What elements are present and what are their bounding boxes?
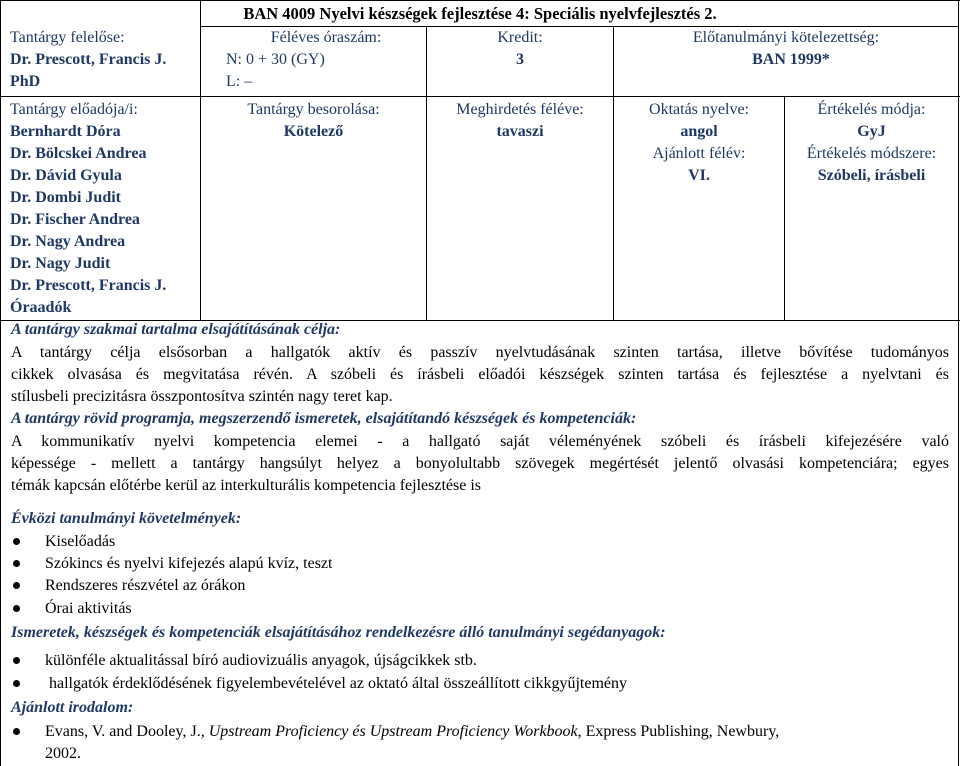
recommended-label: Ajánlott félév:	[652, 145, 746, 162]
literature-publisher: , Express Publishing, Newbury,	[577, 723, 780, 740]
lecturer-name: Óraadók	[10, 299, 72, 316]
lecturer-name: Dr. Dávid Gyula	[10, 167, 122, 184]
prereq-value: BAN 1999*	[752, 51, 830, 68]
border-right	[958, 0, 959, 766]
eval-mode-value: GyJ	[857, 123, 886, 140]
literature-year: 2002.	[45, 745, 81, 762]
evaluation-cell	[785, 99, 958, 187]
classification-label: Tantárgy besorolása:	[247, 101, 380, 118]
lecturer-name: Dr. Bölcskei Andrea	[10, 145, 147, 162]
classification-cell	[201, 99, 426, 143]
bullet-icon	[13, 605, 20, 612]
responsible-degree: PhD	[10, 73, 41, 90]
aim-heading: A tantárgy szakmai tartalma elsajátításának célja:	[11, 321, 341, 338]
bullet-icon	[13, 582, 20, 589]
literature-heading: Ajánlott irodalom:	[11, 699, 134, 716]
bullet-icon	[13, 728, 20, 735]
responsible-cell	[10, 27, 200, 93]
lecturer-name: Dr. Fischer Andrea	[10, 211, 140, 228]
vline-1	[200, 0, 201, 320]
eval-method-label: Értékelés módszere:	[806, 145, 937, 162]
hours-cell	[226, 27, 426, 93]
aim-text-line: stílusbeli precizitásra összpontosítva szintén nagy teret kap.	[11, 388, 393, 405]
prereq-cell	[614, 27, 958, 71]
program-heading: A tantárgy rövid programja, megszerzendő ismeretek, elsajátítandó készségek és kompetenciák:	[11, 410, 637, 427]
responsible-name: Dr. Prescott, Francis J.	[10, 51, 167, 68]
lecturers-label: Tantárgy előadója/i:	[10, 101, 138, 118]
border-left	[0, 0, 1, 766]
language-label: Oktatás nyelve:	[649, 101, 749, 118]
semester-label: Meghirdetés féléve:	[456, 101, 584, 118]
requirements-heading: Évközi tanulmányi követelmények:	[11, 510, 242, 527]
lecturer-name: Dr. Nagy Judit	[10, 255, 111, 272]
lecturer-name: Bernhardt Dóra	[10, 123, 121, 140]
lecturers-cell	[10, 99, 200, 319]
program-text-line: témák kapcsán előtérbe kerül az interkulturális kompetencia fejlesztése is	[11, 477, 482, 494]
border-top	[0, 0, 960, 1]
language-value: angol	[680, 123, 718, 140]
credit-cell	[427, 27, 613, 71]
language-cell	[614, 99, 784, 187]
lecturer-name: Dr. Dombi Judit	[10, 189, 121, 206]
hours-label: Féléves óraszám:	[270, 29, 382, 46]
materials-heading: Ismeretek, készségek és kompetenciák elsajátításához rendelkezésre álló tanulmányi segédanyagok:	[11, 624, 666, 641]
program-text-line: A kommunikatív nyelvi kompetencia elemei - a hallgató saját véleményének szóbeli és írásbeli kifejezésére való	[11, 433, 949, 450]
literature-authors: Evans, V. and Dooley, J.,	[45, 723, 209, 740]
bullet-icon	[13, 538, 20, 545]
classification-value: Kötelező	[283, 123, 344, 140]
eval-mode-label: Értékelés módja:	[817, 101, 926, 118]
lecturer-name: Dr. Prescott, Francis J.	[10, 277, 167, 294]
bullet-icon	[13, 657, 20, 664]
recommended-value: VI.	[688, 167, 710, 184]
bullet-icon	[13, 680, 20, 687]
aim-text-line: cikkek olvasása és megvitatása révén. A szóbeli és írásbeli előadói készségek szinten tartása és fejlesztése a nyelvtani és	[11, 366, 949, 383]
hours-n: N: 0 + 30 (GY)	[226, 51, 325, 68]
semester-value: tavaszi	[496, 123, 544, 140]
literature-book-title: Upstream Proficiency és Upstream Proficiency Workbook	[208, 723, 578, 740]
literature-citation	[45, 721, 779, 743]
program-text-line: képessége - mellett a tantárgy hangsúlyt helyez a bonyolultabb szövegek megértését jelentő olvasási kompetenciára; egyes	[11, 455, 949, 472]
bullet-icon	[13, 560, 20, 567]
credit-value: 3	[516, 51, 524, 68]
prereq-label: Előtanulmányi kötelezettség:	[692, 29, 880, 46]
lecturer-name: Dr. Nagy Andrea	[10, 233, 126, 250]
aim-text-line: A tantárgy célja elsősorban a hallgatók aktív és passzív nyelvtudásának szinten tartása, illetve bővítése tudományos	[11, 344, 949, 361]
divider-header-bottom	[0, 96, 960, 97]
responsible-label: Tantárgy felelőse:	[10, 29, 125, 46]
course-title: BAN 4009 Nyelvi készségek fejlesztése 4: Speciális nyelvfejlesztés 2.	[243, 4, 717, 23]
eval-method-value: Szóbeli, írásbeli	[817, 167, 926, 184]
credit-label: Kredit:	[497, 29, 543, 46]
hours-l: L: –	[226, 73, 253, 90]
semester-cell	[427, 99, 613, 143]
